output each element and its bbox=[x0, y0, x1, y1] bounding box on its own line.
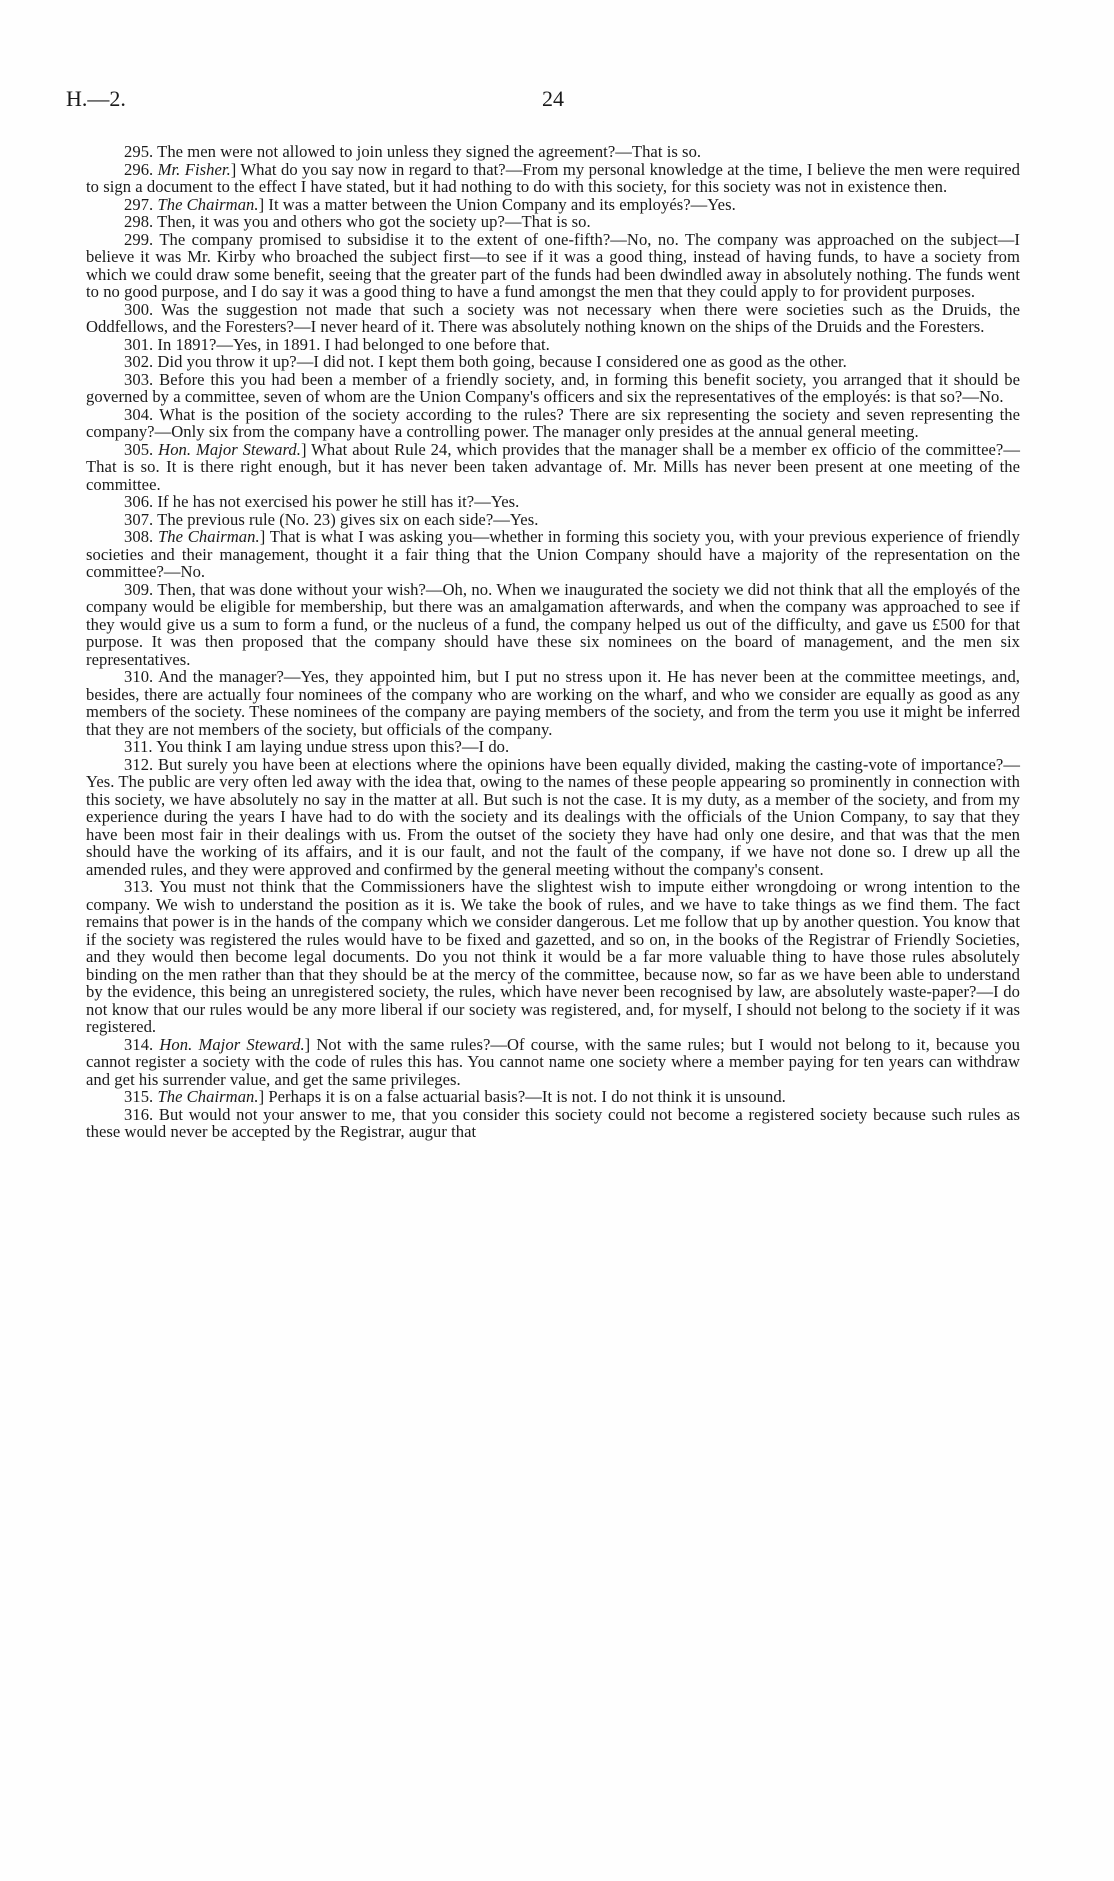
paragraph-text: 300. Was the suggestion not made that such a society was not necessary when there were societies such as the Druids, the Oddfellows, and the Foresters?—I never heard of it. There was absolutely nothing known on the ships of the Druids and the Foresters. bbox=[86, 299, 1020, 336]
evidence-paragraph bbox=[86, 161, 1020, 196]
paragraph-text: 303. Before this you had been a member of a friendly society, and, in forming this benefit society, you arranged that it should be governed by a committee, seven of whom are the Union Company's officers and six the representatives of the employés: is that so?—No. bbox=[86, 369, 1020, 406]
paragraph-text: 313. You must not think that the Commissioners have the slightest wish to impute either wrongdoing or wrong intention to the company. We wish to understand the position as it is. We take the book of rules, and we have to take things as we find them. The fact remains that power is in the hands of the company which we consider dangerous. Let me follow that up by another question. You know that if the society was registered the rules would have to be fixed and gazetted, and so on, in the books of the Registrar of Friendly Societies, and they would then become legal documents. Do you not think it would be a far more valuable thing to have those rules absolutely binding on the men rather than that they should be at the mercy of the committee, because now, so far as we have been able to understand by the evidence, this being an unregistered society, the rules, which have never been recognised by law, are absolutely waste-paper?—I do not know that our rules would be any more liberal if our society was registered, and, for myself, I should not belong to the society if it was registered. bbox=[86, 877, 1020, 1036]
document-body bbox=[86, 143, 1020, 1141]
evidence-paragraph bbox=[86, 756, 1020, 879]
evidence-paragraph bbox=[86, 196, 1020, 214]
paragraph-text: 308. bbox=[124, 527, 158, 546]
speaker-name: Hon. Major Steward. bbox=[158, 439, 301, 459]
paragraph-text: 301. In 1891?—Yes, in 1891. I had belonged to one before that. bbox=[124, 334, 550, 354]
paragraph-text: 299. The company promised to subsidise it to the extent of one-fifth?—No, no. The company was approached on the subject—I believe it was Mr. Kirby who broached the subject first—to see if it was a good thing, instead of having funds, to have a society from which we could draw some benefit, seeing that the greater part of the funds had been dwindled away in absolutely nothing. The funds went to no good purpose, and I do say it was a good thing to have a fund amongst the men that they could apply to for provident purposes. bbox=[86, 229, 1020, 301]
speaker-name: The Chairman. bbox=[157, 1087, 259, 1106]
paragraph-text: ] Not with the same rules?—Of course, with the same rules; but I would not belong to it, because you cannot register a society with the code of rules this has. You cannot name one society where a member paying for ten years can withdraw and get his surrender value, and get the same privileges. bbox=[86, 1034, 1020, 1089]
evidence-paragraph bbox=[86, 213, 1020, 231]
paragraph-text: 297. bbox=[124, 194, 158, 214]
evidence-paragraph bbox=[86, 143, 1020, 161]
evidence-paragraph bbox=[86, 353, 1020, 371]
evidence-paragraph bbox=[86, 231, 1020, 301]
paragraph-text: ] That is what I was asking you—whether in forming this society you, with your previous experience of friendly societies and their management, thought it a fair thing that the Union Company should have a majority of the representation on the committee?—No. bbox=[86, 527, 1020, 581]
evidence-paragraph bbox=[86, 1088, 1020, 1106]
evidence-paragraph bbox=[86, 528, 1020, 581]
paragraph-text: 316. But would not your answer to me, that you consider this society could not become a registered society because such rules as these would never be accepted by the Registrar, augur that bbox=[86, 1104, 1020, 1141]
evidence-paragraph bbox=[86, 371, 1020, 406]
paragraph-text: 314. bbox=[124, 1034, 160, 1054]
evidence-paragraph bbox=[86, 511, 1020, 529]
evidence-paragraph bbox=[86, 406, 1020, 441]
speaker-name: Mr. Fisher. bbox=[157, 159, 231, 179]
paragraph-text: 295. The men were not allowed to join unless they signed the agreement?—That is so. bbox=[124, 142, 702, 161]
paragraph-text: 305. bbox=[124, 439, 159, 459]
speaker-name: The Chairman. bbox=[157, 194, 259, 214]
evidence-paragraph bbox=[86, 1036, 1020, 1089]
paragraph-text: 307. The previous rule (No. 23) gives six on each side?—Yes. bbox=[124, 509, 539, 529]
evidence-paragraph bbox=[86, 878, 1020, 1036]
speaker-name: The Chairman. bbox=[158, 527, 260, 546]
evidence-paragraph bbox=[86, 301, 1020, 336]
page-header bbox=[66, 86, 1026, 120]
evidence-paragraph bbox=[86, 493, 1020, 511]
speaker-name: Hon. Major Steward. bbox=[159, 1034, 305, 1054]
document-reference: H.—2. bbox=[66, 86, 126, 111]
paragraph-text: 309. Then, that was done without your wish?—Oh, no. When we inaugurated the society we did not think that all the employés of the company would be eligible for membership, but there was an amalgamation afterwards, and when the company was approached to see if they would give us a sum to form a fund, or the nucleus of a fund, the company helped us out of the difficulty, and gave us £500 for that purpose. It was then proposed that the company should have these six nominees on the board of management, and the men six representatives. bbox=[86, 579, 1020, 669]
evidence-paragraph bbox=[86, 738, 1020, 756]
paragraph-text: 302. Did you throw it up?—I did not. I kept them both going, because I considered one as good as the other. bbox=[124, 352, 847, 371]
paragraph-text: 311. You think I am laying undue stress upon this?—I do. bbox=[124, 737, 510, 756]
evidence-paragraph bbox=[86, 581, 1020, 669]
page-number: 24 bbox=[542, 86, 564, 111]
evidence-paragraph bbox=[86, 668, 1020, 738]
evidence-paragraph bbox=[86, 1106, 1020, 1141]
paragraph-text: 315. bbox=[124, 1087, 158, 1106]
paragraph-text: 296. bbox=[124, 159, 158, 179]
paragraph-text: ] What do you say now in regard to that?—From my personal knowledge at the time, I believe the men were required to sign a document to the effect I have stated, but it had nothing to do with this society, for this society was not in existence then. bbox=[86, 159, 1020, 196]
paragraph-text: 298. Then, it was you and others who got the society up?—That is so. bbox=[124, 212, 591, 231]
paragraph-text: 310. And the manager?—Yes, they appointed him, but I put no stress upon it. He has never been at the committee meetings, and, besides, there are actually four nominees of the company who are working on the wharf, and who we consider are equally as good as any members of the society. These nominees of the company are paying members of the society, and from the term you use it might be inferred that they are not members of the society, but officials of the company. bbox=[86, 667, 1020, 739]
paragraph-text: 306. If he has not exercised his power he still has it?—Yes. bbox=[124, 492, 520, 511]
paragraph-text: ] Perhaps it is on a false actuarial basis?—It is not. I do not think it is unsound. bbox=[258, 1087, 786, 1106]
paragraph-text: 312. But surely you have been at elections where the opinions have been equally divided, making the casting-vote of importance?—Yes. The public are very often led away with the idea that, owing to the names of these people appearing so prominently in connection with this society, we have absolutely no say in the matter at all. But such is not the case. It is my duty, as a member of the society, and from my experience during the years I have had to do with the society and its dealings with the officials of the Union Company, to say that they have been most fair in their dealings with us. From the outset of the society they have had only one desire, and that was that the men should have the working of its affairs, and it is our fault, and not the fault of the company, if we have not done so. I drew up all the amended rules, and they were approved and confirmed by the general meeting without the company's consent. bbox=[86, 754, 1020, 879]
paragraph-text: ] What about Rule 24, which provides that the manager shall be a member ex officio of the committee?—That is so. It is there right enough, but it has never been taken advantage of. Mr. Mills has never been present at one meeting of the committee. bbox=[86, 439, 1020, 494]
evidence-paragraph bbox=[86, 336, 1020, 354]
paragraph-text: ] It was a matter between the Union Company and its employés?—Yes. bbox=[258, 194, 736, 214]
paragraph-text: 304. What is the position of the society according to the rules? There are six representing the society and seven representing the company?—Only six from the company have a controlling power. The manager only presides at the annual general meeting. bbox=[86, 404, 1020, 441]
evidence-paragraph bbox=[86, 441, 1020, 494]
